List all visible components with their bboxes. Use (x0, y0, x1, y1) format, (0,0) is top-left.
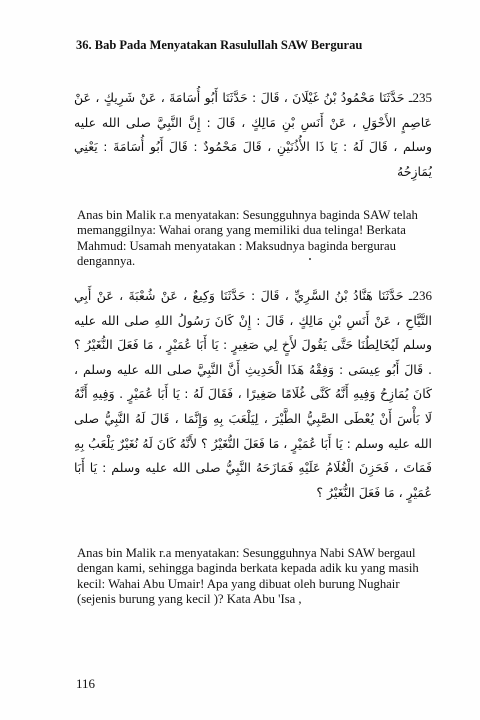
chapter-title: 36. Bab Pada Menyatakan Rasulullah SAW Bergurau (76, 38, 363, 52)
hadith-236-number: 236 (412, 288, 432, 303)
hadith-235-arabic-text: ـ حَدَّثَنَا مَحْمُودُ بْنُ غَيْلَانَ ، قَالَ : حَدَّثَنَا أَبُو أُسَامَةَ ، عَنْ شَرِيكٍ ، عَنْ عَاصِمٍ الأَحْوَلِ ، عَنْ أَنَسِ بْنِ مَالِكٍ ، قَالَ : إِنَّ النَّبِيَّ صلى الله عليه وسلم ، قَالَ لَهُ : يَا ذَا الأُذُنَيْنِ ، قَالَ مَحْمُودٌ : قَالَ أَبُو أُسَامَةَ : يَعْنِي يُمَازِحُهُ (74, 90, 432, 179)
hadith-235-translation: Anas bin Malik r.a menyatakan: Sesungguhnya baginda SAW telah memanggilnya: Wahai orang yang memiliki dua telinga! Berkata Mahmud: Usamah menyatakan : Maksudnya baginda bergurau dengannya. (77, 208, 418, 268)
page-number: 116 (76, 676, 96, 691)
hadith-236-arabic (74, 284, 432, 534)
hadith-236-translation: Anas bin Malik r.a menyatakan: Sesungguhnya Nabi SAW bergaul dengan kami, sehingga baginda berkata kepada adik ku yang masih kecil: Wahai Abu Umair! Apa yang dibuat oleh burung Nughair (sejenis burung yang kecil )? Kata Abu 'Isa , (77, 546, 419, 606)
ink-speck (309, 258, 311, 260)
hadith-236-arabic-text: ـ حَدَّثَنَا هَنَّادُ بْنُ السَّرِيِّ ، قَالَ : حَدَّثَنَا وَكِيعٌ ، عَنْ شُعْبَةَ ، عَنْ أَبِي التَّيَّاحِ ، عَنْ أَنَسِ بْنِ مَالِكٍ ، قَالَ : إِنْ كَانَ رَسُولُ اللهِ صلى الله عليه وسلم لَيُخَالِطُنَا حَتَّى يَقُولَ لأَخٍ لِي صَغِيرٍ : يَا أَبَا عُمَيْرٍ ، مَا فَعَلَ النُّغَيْرُ ؟ . قَالَ أَبُو عِيسَى : وَفِقْهُ هَذَا الْحَدِيثِ أَنَّ النَّبِيَّ صلى الله عليه وسلم ، كَانَ يُمَازِحُ وَفِيهِ أَنَّهُ كَنَّى غُلَامًا صَغِيرًا ، فَقَالَ لَهُ : يَا أَبَا عُمَيْرٍ . وَفِيهِ أَنَّهُ لَا بَأْسَ أَنْ يُعْطَى الصَّبِيُّ الطَّيْرَ ، لِيَلْعَبَ بِهِ وَإِنَّمَا ، قَالَ لَهُ النَّبِيُّ صلى الله عليه وسلم : يَا أَبَا عُمَيْرٍ ، مَا فَعَلَ النُّغَيْرُ ؟ لأَنَّهُ كَانَ لَهُ نُغَيْرٌ يَلْعَبُ بِهِ فَمَاتَ ، فَحَزِنَ الْغُلَامُ عَلَيْهِ فَمَازَحَهُ النَّبِيُّ صلى الله عليه وسلم : يَا أَبَا عُمَيْرٍ ، مَا فَعَلَ النُّغَيْرُ ؟ (74, 288, 432, 500)
hadith-235-arabic (74, 86, 432, 186)
hadith-235-number: 235 (412, 90, 432, 105)
